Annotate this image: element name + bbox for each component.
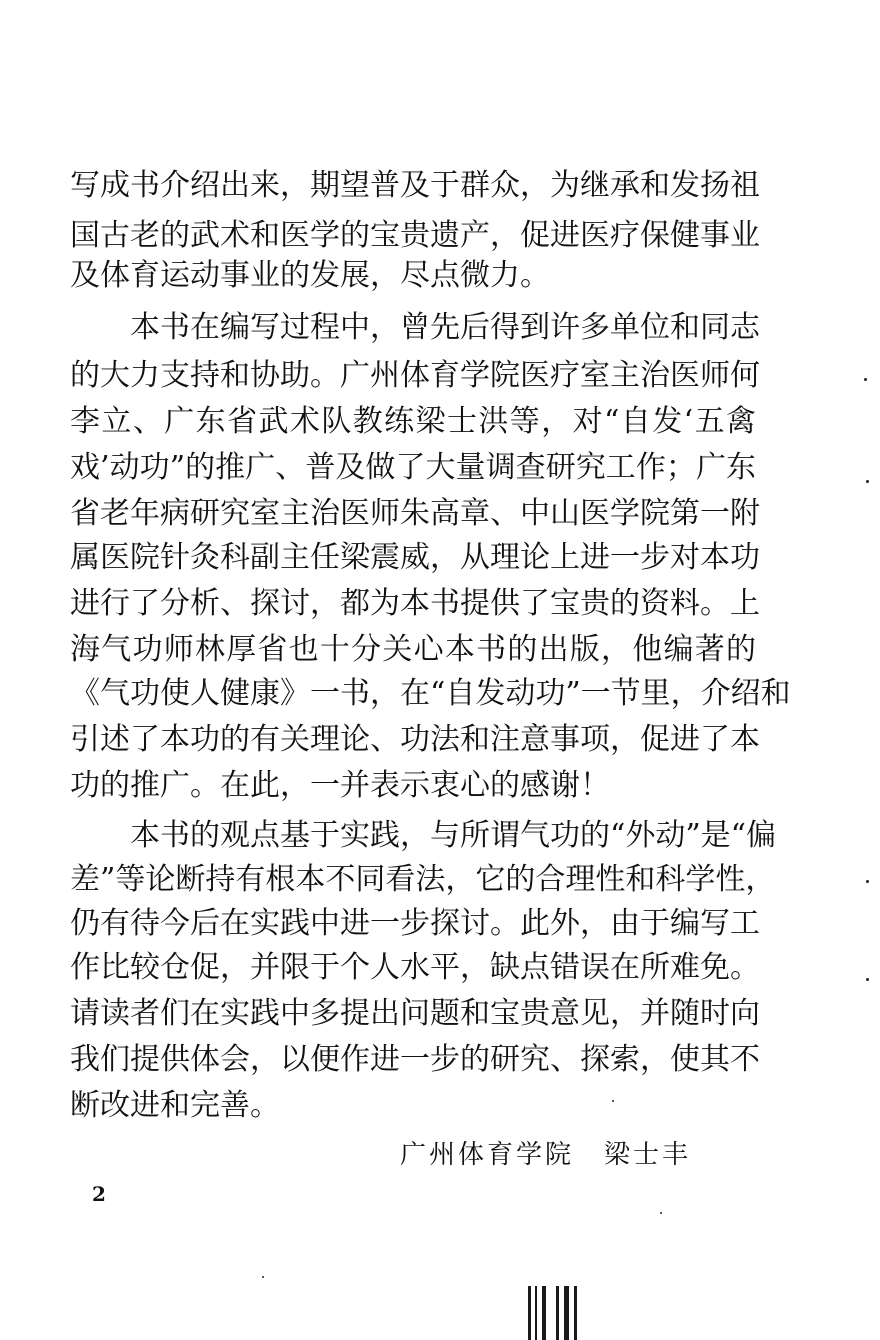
paragraph-2-line-11: 功的推广。在此，一并表示衷心的感谢！ [70,768,610,803]
paragraph-2-line-10: 引述了本功的有关理论、功法和注意事项，促进了本 [70,722,760,757]
paragraph-3-line-6: 我们提供体会，以便作进一步的研究、探索，使其不 [70,1042,760,1077]
signature-author: 梁士丰 [604,1140,692,1170]
margin-speck [660,1212,662,1214]
paragraph-2-line-7: 进行了分析、探讨，都为本书提供了宝贵的资料。上 [70,586,760,621]
paragraph-3-line-3: 仍有待今后在实践中进一步探讨。此外，由于编写工 [70,906,760,941]
page-number: 2 [92,1182,106,1206]
paragraph-1-line-3: 及体育运动事业的发展，尽点微力。 [70,258,550,293]
signature-institution: 广州体育学院 [400,1140,575,1170]
signature [400,1138,691,1172]
paragraph-2-line-1: 本书在编写过程中，曾先后得到许多单位和同志 [130,310,760,345]
paragraph-2-line-3: 李立、广东省武术队教练梁士洪等，对“自发‘五禽 [70,404,756,439]
paragraph-2-line-5: 省老年病研究室主治医师朱高章、中山医学院第一附 [70,496,760,531]
paragraph-3-line-5: 请读者们在实践中多提出问题和宝贵意见，并随时向 [70,996,760,1031]
margin-speck [864,378,867,381]
paragraph-1-line-2: 国古老的武术和医学的宝贵遗产，促进医疗保健事业 [70,218,760,253]
paragraph-2-line-6: 属医院针灸科副主任梁震威，从理论上进一步对本功 [70,540,760,575]
margin-speck [866,880,869,883]
paragraph-3-line-7: 断改进和完善。 [70,1088,280,1123]
paragraph-2-line-8: 海气功师林厚省也十分关心本书的出版，他编著的 [70,632,756,667]
paragraph-3-line-4: 作比较仓促，并限于个人水平，缺点错误在所难免。 [70,950,760,985]
paragraph-2-line-2: 的大力支持和协助。广州体育学院医疗室主治医师何 [70,358,760,393]
margin-speck [612,1100,614,1102]
paragraph-2-line-9: 《气功使人健康》一书，在“自发动功”一节里，介绍和 [70,676,791,711]
paragraph-3-line-2: 差”等论断持有根本不同看法，它的合理性和科学性， [70,862,776,897]
paragraph-1-line-1: 写成书介绍出来，期望普及于群众，为继承和发扬祖 [70,168,760,203]
binding-stripes [528,1286,578,1340]
margin-speck [262,1276,264,1278]
paragraph-2-line-4: 戏’动功”的推广、普及做了大量调查研究工作；广东 [70,450,756,485]
margin-speck [866,480,869,483]
margin-speck [866,978,869,981]
paragraph-3-line-1: 本书的观点基于实践，与所谓气功的“外动”是“偏 [130,818,777,853]
